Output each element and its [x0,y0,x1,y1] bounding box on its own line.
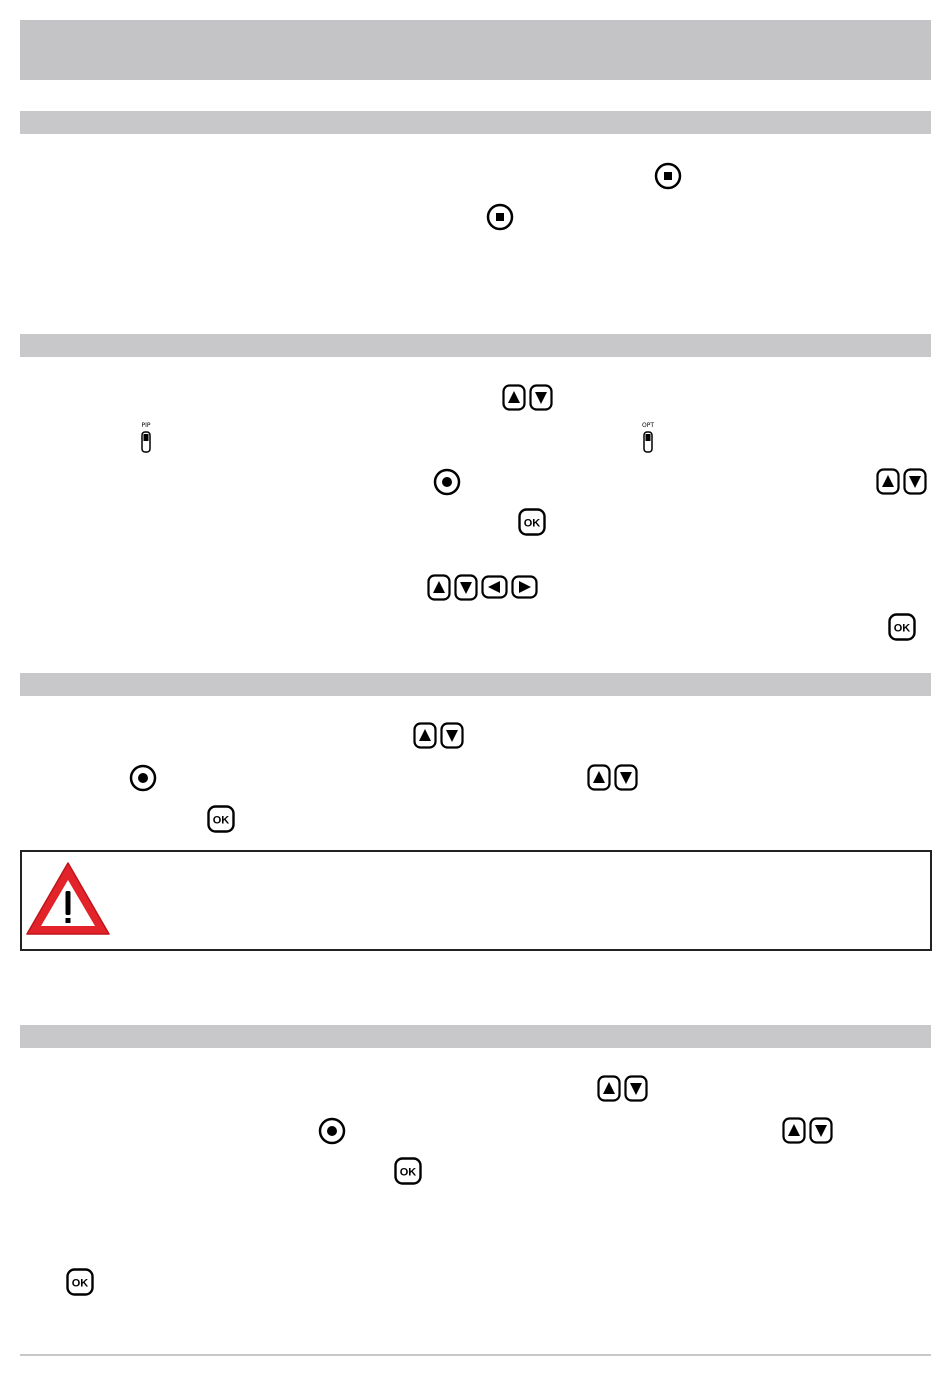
stop-button-icon [654,162,682,190]
up-button-icon [876,468,900,495]
select-button-icon [129,764,157,792]
down-button-icon [809,1117,833,1144]
opt-label: OPT [641,422,655,429]
ok-button-icon [207,805,235,833]
ok-button-icon [518,508,546,536]
warning-box [20,850,932,951]
down-button-icon [529,384,553,411]
up-button-icon [587,764,611,791]
section-3-bar [20,673,931,696]
section-2-bar [20,334,931,357]
pip-button-icon [138,420,154,454]
opt-button-icon [640,420,656,454]
down-button-icon [903,468,927,495]
section-1-bar [20,111,931,134]
up-button-icon [502,384,526,411]
down-button-icon [454,574,478,601]
down-button-icon [614,764,638,791]
warning-triangle-icon [24,860,112,938]
stop-button-icon [486,203,514,231]
page-header-bar [20,20,931,80]
right-button-icon [511,575,538,599]
left-button-icon [481,575,508,599]
select-button-icon [318,1117,346,1145]
up-button-icon [782,1117,806,1144]
ok-button-icon [66,1268,94,1296]
up-button-icon [413,722,437,749]
pip-label: PIP [141,422,151,429]
select-button-icon [433,468,461,496]
up-button-icon [597,1075,621,1102]
footer-rule [20,1354,931,1356]
down-button-icon [624,1075,648,1102]
ok-button-icon [394,1157,422,1185]
ok-button-icon [888,613,916,641]
up-button-icon [427,574,451,601]
down-button-icon [440,722,464,749]
section-4-bar [20,1025,931,1048]
